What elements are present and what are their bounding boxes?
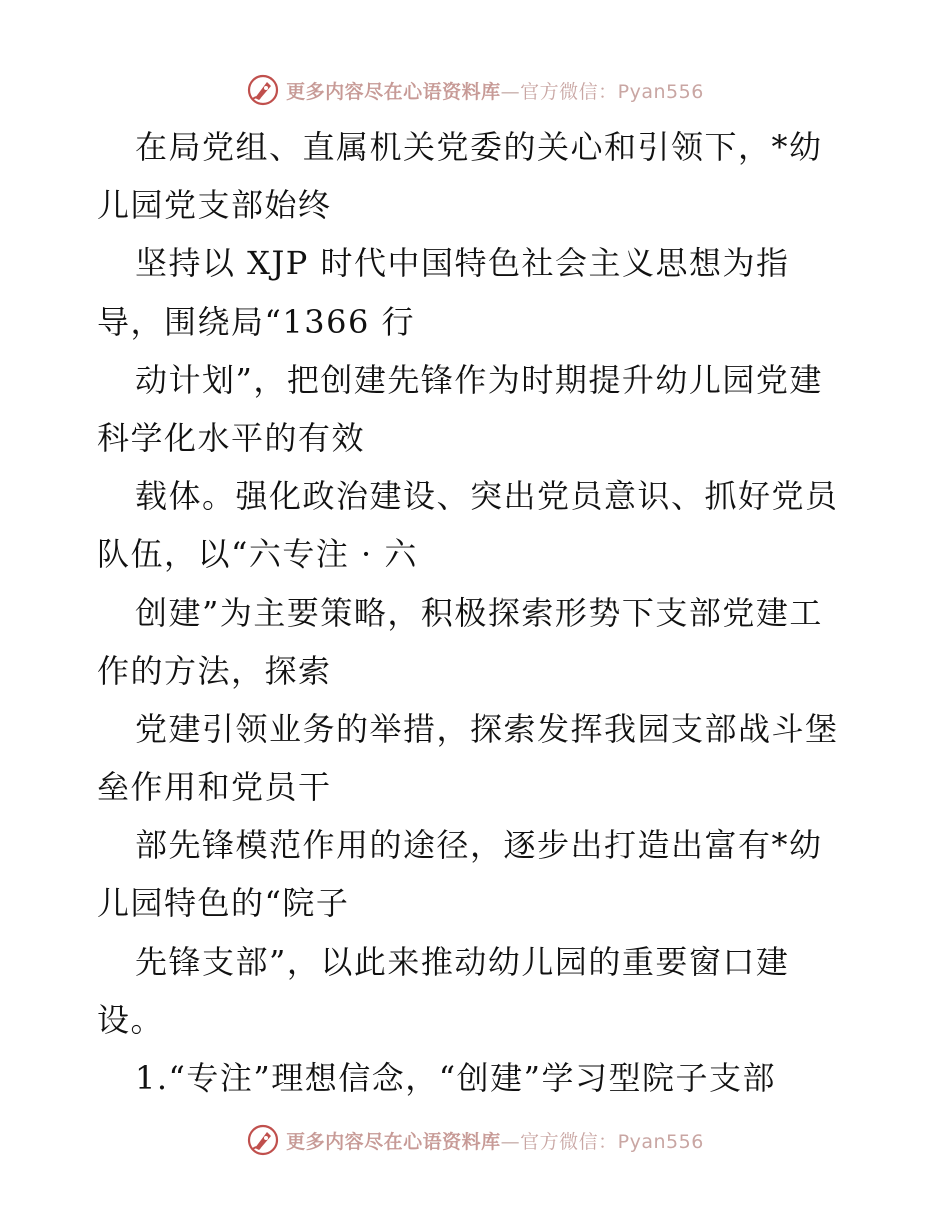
- text-line: 垒作用和党员干: [97, 768, 332, 807]
- text-line: 部先锋模范作用的途径，逐步出打造出富有*幼: [135, 826, 823, 865]
- header-watermark: [0, 70, 950, 110]
- text-line: 1.“专注”理想信念，“创建”学习型院子支部: [135, 1059, 776, 1097]
- watermark-text: [286, 1127, 704, 1154]
- text-line: 队伍，以“六专注 · 六: [97, 535, 418, 574]
- text-line: 科学化水平的有效: [97, 418, 366, 457]
- watermark-separator: —: [500, 1130, 521, 1153]
- text-line: 党建引领业务的举措，探索发挥我园支部战斗堡: [135, 709, 839, 748]
- watermark-main: 更多内容尽在心语资料库: [286, 1130, 501, 1153]
- text-line: 载体。强化政治建设、突出党员意识、抓好党员: [135, 477, 839, 516]
- watermark-main: 更多内容尽在心语资料库: [286, 80, 501, 103]
- watermark-account: 官方微信：Pyan556: [520, 80, 704, 103]
- text-line: 在局党组、直属机关党委的关心和引领下，*幼: [135, 128, 823, 166]
- text-line: 导，围绕局“1366 行: [97, 302, 415, 341]
- text-line: 儿园特色的“院子: [97, 884, 350, 923]
- text-line: 作的方法，探索: [97, 651, 332, 690]
- text-line: 动计划”，把创建先锋作为时期提升幼儿园党建: [135, 360, 823, 399]
- pen-nib-circle-icon: [246, 73, 280, 107]
- text-line: 儿园党支部始终: [97, 186, 332, 225]
- watermark-separator: —: [500, 80, 521, 103]
- pen-nib-circle-icon: [246, 1123, 280, 1157]
- watermark-account: 官方微信：Pyan556: [520, 1130, 704, 1153]
- text-line: 先锋支部”，以此来推动幼儿园的重要窗口建: [135, 942, 790, 981]
- body-text: [97, 118, 857, 1107]
- watermark-text: [286, 77, 704, 104]
- footer-watermark: [0, 1120, 950, 1160]
- text-line: 设。: [97, 1000, 165, 1039]
- text-line: 坚持以 XJP 时代中国特色社会主义思想为指: [135, 244, 790, 283]
- text-line: 创建”为主要策略，积极探索形势下支部党建工: [135, 593, 823, 632]
